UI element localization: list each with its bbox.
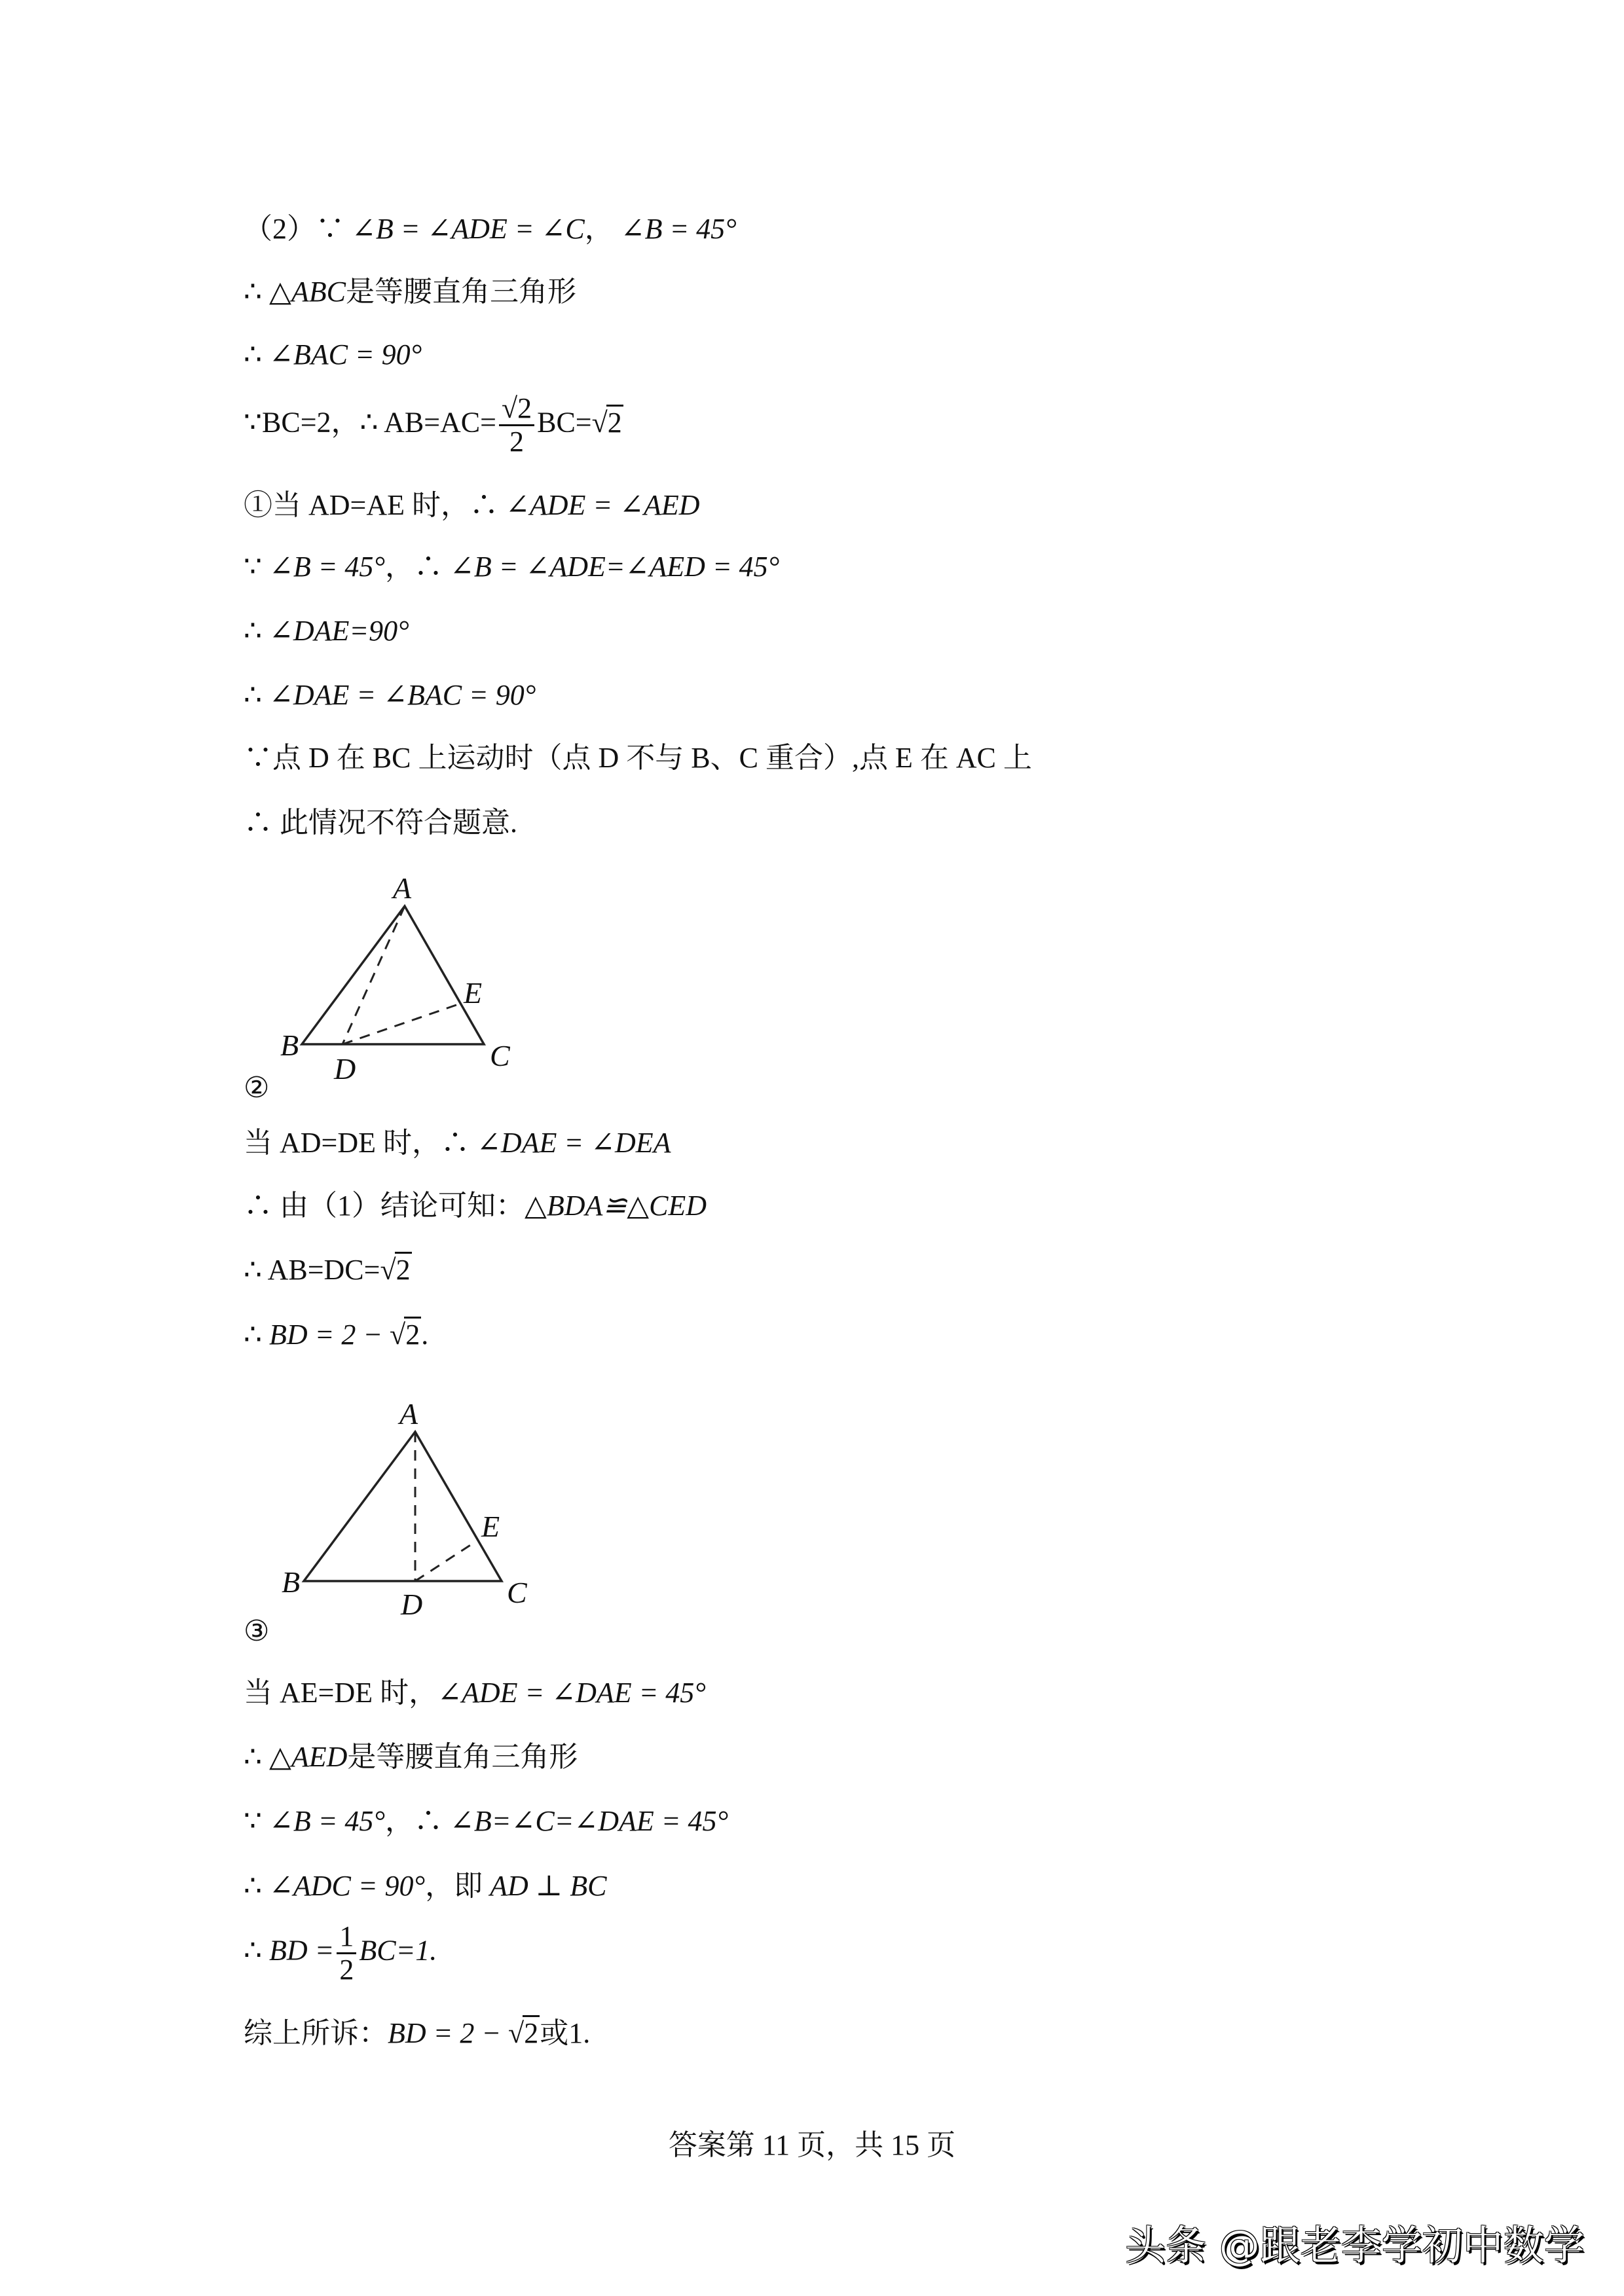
text: 是等腰直角三角形 xyxy=(347,1741,578,1773)
sqrt: √2 xyxy=(508,2015,540,2052)
math: BC=1. xyxy=(359,1934,437,1967)
math: ∠DAE=90° xyxy=(269,615,409,647)
text: ∴ 此情况不符合题意. xyxy=(244,807,517,839)
watermark: 头条 @跟老李学初中数学 xyxy=(1125,2221,1585,2269)
math: ∠ADC = 90° xyxy=(269,1870,426,1902)
math: ∠ADE = ∠AED xyxy=(506,489,700,521)
vertex-label-a: A xyxy=(399,1397,418,1430)
numerator: 1 xyxy=(337,1921,356,1954)
vertex-label-e: E xyxy=(481,1510,500,1543)
vertex-label-b: B xyxy=(282,1565,301,1599)
math: ∠B = 45° xyxy=(269,551,386,583)
solution-line-bd-result-2 xyxy=(244,1921,437,1986)
math: BD = xyxy=(269,1934,335,1967)
math: ∠B=∠C=∠DAE = 45° xyxy=(450,1805,729,1837)
therefore: ∴ xyxy=(244,276,269,308)
therefore: ∴ xyxy=(244,615,269,647)
text: ∴ 由（1）结论可知： xyxy=(244,1190,525,1222)
vertex-label-a: A xyxy=(393,871,412,905)
final-answer xyxy=(244,2015,590,2052)
page-footer: 答案第 11 页，共 15 页 xyxy=(668,2129,956,2161)
vertex-label-c: C xyxy=(507,1576,527,1609)
therefore: ∴ xyxy=(244,1934,269,1967)
math: △BDA≌△CED xyxy=(525,1190,707,1222)
text: ①当 AD=AE 时，∴ xyxy=(244,489,506,521)
radicand: 2 xyxy=(523,2015,540,2049)
therefore: ∴ xyxy=(244,679,269,711)
denominator: 2 xyxy=(339,1954,354,1986)
solution-line xyxy=(244,1803,728,1840)
solution-line xyxy=(244,1868,606,1904)
text: 综上所诉： xyxy=(244,2017,388,2049)
denominator: 2 xyxy=(509,426,525,458)
text: 当 AD=DE 时，∴ xyxy=(244,1127,477,1159)
case-3-marker: ③ xyxy=(244,1615,270,1647)
radicand: 2 xyxy=(395,1252,412,1286)
sqrt: √2 xyxy=(380,1252,411,1288)
math: ∠B = 45° xyxy=(620,213,737,245)
radicand: 2 xyxy=(404,1317,421,1351)
sqrt: √2 xyxy=(592,403,623,443)
therefore: ∴ xyxy=(244,338,269,371)
text: BC= xyxy=(537,406,592,439)
numerator: √2 xyxy=(499,393,534,426)
text: 或1. xyxy=(540,2017,591,2049)
math: ∠B = ∠ADE = ∠C xyxy=(352,213,585,245)
vertex-label-e: E xyxy=(464,976,483,1010)
math: ∠ADE = ∠DAE = 45° xyxy=(437,1677,706,1709)
math: ∠BAC = 90° xyxy=(269,338,422,371)
text: ∵点 D 在 BC 上运动时（点 D 不与 B、C 重合）,点 E 在 AC 上 xyxy=(244,742,1032,774)
text: 当 AE=DE 时， xyxy=(244,1677,438,1709)
therefore: ∴ xyxy=(244,1319,269,1351)
case-3-heading xyxy=(244,1675,706,1711)
text: ，即 xyxy=(425,1870,490,1902)
text: ，∴ xyxy=(385,1805,451,1837)
fraction xyxy=(337,1921,356,1986)
text: ， xyxy=(584,213,621,245)
math: ∠B = ∠ADE=∠AED = 45° xyxy=(450,551,780,583)
vertex-label-d: D xyxy=(401,1588,423,1621)
radicand: 2 xyxy=(606,405,623,439)
math: BD = 2 − xyxy=(388,2017,509,2049)
therefore: ∴ xyxy=(244,1741,269,1773)
vertex-label-b: B xyxy=(280,1029,299,1062)
because: ∵ xyxy=(244,1805,269,1837)
text: 是等腰直角三角形 xyxy=(345,276,576,308)
math: ∠DAE = ∠BAC = 90° xyxy=(269,679,536,711)
math: △AED xyxy=(269,1741,348,1773)
text: ∴ AB=DC= xyxy=(244,1254,380,1286)
math: ∠DAE = ∠DEA xyxy=(477,1127,671,1159)
text: . xyxy=(421,1319,429,1351)
text: （2）∵ xyxy=(244,213,352,245)
math: BD = 2 − xyxy=(269,1319,390,1351)
text: ，∴ xyxy=(385,551,451,583)
math: ∠B = 45° xyxy=(269,1805,386,1837)
because: ∵ xyxy=(244,551,269,583)
sqrt: √2 xyxy=(390,1317,421,1353)
vertex-label-d: D xyxy=(334,1052,356,1085)
case-2-marker: ② xyxy=(244,1072,270,1104)
therefore: ∴ xyxy=(244,1870,269,1902)
solution-line xyxy=(244,1739,578,1776)
text: ∵BC=2，∴ AB=AC= xyxy=(244,406,496,439)
vertex-label-c: C xyxy=(490,1039,510,1072)
math: AD ⊥ BC xyxy=(490,1870,607,1902)
math: △ABC xyxy=(269,276,346,308)
